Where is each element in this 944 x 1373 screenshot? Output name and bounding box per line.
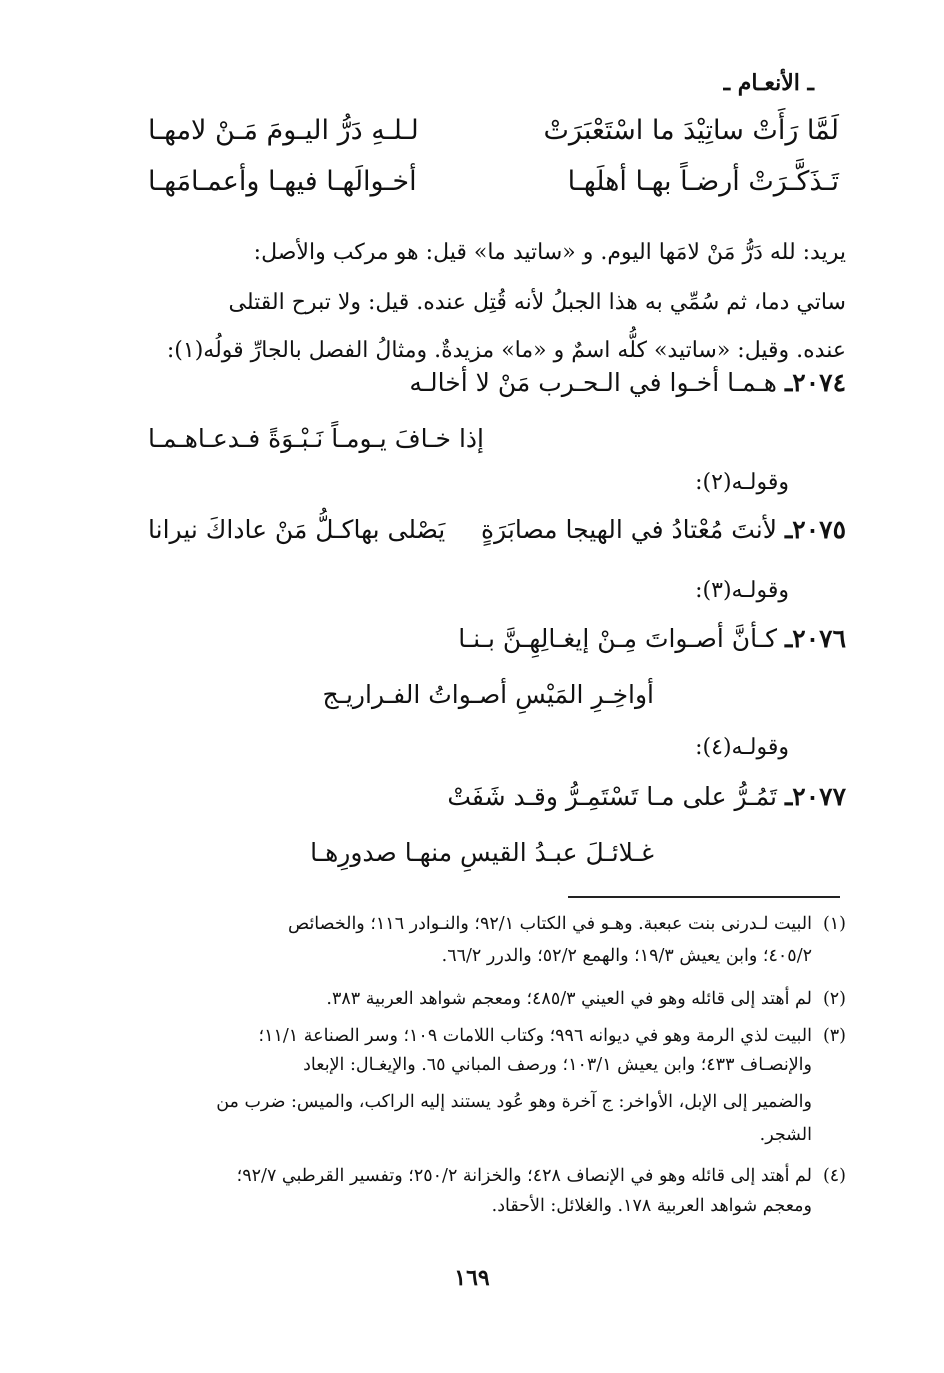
commentary-line: عنده. وقيل: «ساتيد» كلُّه اسمٌ و «ما» مزيدةٌ. ومثالُ الفصل بالجارِّ قولُه(١): xyxy=(166,338,846,363)
verse-number: ٢٠٧٥ـ xyxy=(784,515,846,544)
footnote-number: (١) xyxy=(822,914,846,934)
verse-text: لأنتَ مُعْتادُ في الهيجا مصابَرَةٍ xyxy=(480,515,777,544)
footnote-number: (٤) xyxy=(822,1166,846,1186)
footnote-4 xyxy=(237,1162,846,1191)
verse-text: كـأنَّ أصـواتَ مِـنْ إيغـالِهِـنَّ بـنـا xyxy=(458,624,777,653)
page-number: ١٦٩ xyxy=(454,1265,490,1291)
verse-intro: وقولـه(٣): xyxy=(695,578,789,603)
footnote-3-continuation: والإنصـاف ٤٣٣؛ وابن يعيش ١٠٣/١؛ ورصف المباني ٦٥. والإيغـال: الإبعاد xyxy=(303,1055,812,1075)
chapter-header: ـ الأنعـام ـ xyxy=(723,70,814,96)
verse-2077-line-b: غـلائـلَ عبـدُ القيسِ منهـا صدورِهـا xyxy=(310,838,654,867)
verse-2075-line-b: يَصْلى بهاكـلُّ مَنْ عاداكَ نيرانا xyxy=(148,515,446,544)
verse-number: ٢٠٧٧ـ xyxy=(784,782,846,811)
footnote-text: البيت لذي الرمة وهو في ديوانه ٩٩٦؛ وكتاب اللامات ١٠٩؛ وسر الصناعة ١١/١؛ xyxy=(258,1026,812,1046)
commentary-line: ساتي دما، ثم سُمِّي به هذا الجبلُ لأنه قُتِل عنده. قيل: ولا تبرح القتلى xyxy=(228,290,846,315)
verse-2077-line-a xyxy=(447,782,846,811)
verse-intro: وقولـه(٢): xyxy=(695,470,789,495)
verse-number: ٢٠٧٦ـ xyxy=(784,624,846,653)
footnote-3-continuation: الشجر. xyxy=(759,1125,812,1145)
footnote-3-continuation: والضمير إلى الإبل، الأواخر: ج آخرة وهو عُود يستند إليه الراكب، والميس: ضرب من xyxy=(216,1092,812,1112)
poem-line1-second-hemistich: لـلـهِ دَرُّ اليـومَ مَـنْ لامهـا xyxy=(148,115,419,146)
verse-2076-line-b: أواخِـرِ المَيْسِ أصـواتُ الفـراريـج xyxy=(322,680,654,709)
verse-2074-line-a xyxy=(409,368,846,397)
verse-text: هـمـا أخـوا في الـحـرب مَنْ لا أخالـه xyxy=(409,368,777,397)
footnote-3 xyxy=(259,1022,847,1051)
poem-line2-first-hemistich: تَـذَكَّـرَتْ أرضـاً بهـا أهلَهـا xyxy=(567,166,839,197)
footnote-text: لم أهتد إلى قائله وهو في الإنصاف ٤٢٨؛ والخزانة ٢٥٠/٢؛ وتفسير القرطبي ٩٢/٧؛ xyxy=(236,1166,812,1186)
verse-2075-line-a xyxy=(481,515,846,544)
verse-number: ٢٠٧٤ـ xyxy=(784,368,846,397)
footnote-4-continuation: ومعجم شواهد العربية ١٧٨. والغلائل: الأحقاد. xyxy=(491,1196,812,1216)
verse-intro: وقولـه(٤): xyxy=(695,735,789,760)
footnote-2 xyxy=(326,985,846,1014)
footnote-separator xyxy=(568,896,840,898)
footnote-text: لم أهتد إلى قائله وهو في العيني ٤٨٥/٣؛ ومعجم شواهد العربية ٣٨٣. xyxy=(326,989,812,1009)
commentary-line: يريد: لله دَرُّ مَنْ لامَها اليوم. و «ساتيد ما» قيل: هو مركب والأصل: xyxy=(253,240,846,265)
verse-2076-line-a xyxy=(458,624,846,653)
footnote-text: البيت لـدرنى بنت عبعبة. وهـو في الكتاب ٩٢/١؛ والنـوادر ١١٦؛ والخصائص xyxy=(288,914,812,934)
verse-2074-line-b: إذا خـافَ يـومـاً نَـبْـوَةً فـدعـاهـمـا xyxy=(148,424,484,453)
verse-text: تَمُـرُّ على مـا تَسْتَمِـرُّ وقـد شَفَتْ xyxy=(447,782,777,811)
poem-line1-first-hemistich: لَمَّا رَأَتْ ساتِيْدَ ما اسْتَعْبَرَتْ xyxy=(543,115,839,146)
footnote-1-continuation: ٤٠٥/٢؛ وابن يعيش ١٩/٣؛ والهمع ٥٢/٢؛ والدرر ٦٦/٢. xyxy=(441,946,812,966)
footnote-1 xyxy=(288,910,846,939)
footnote-number: (٣) xyxy=(822,1026,846,1046)
footnote-number: (٢) xyxy=(822,989,846,1009)
poem-line2-second-hemistich: أخـوالَهـا فيهـا وأعمـامَهـا xyxy=(148,166,417,197)
